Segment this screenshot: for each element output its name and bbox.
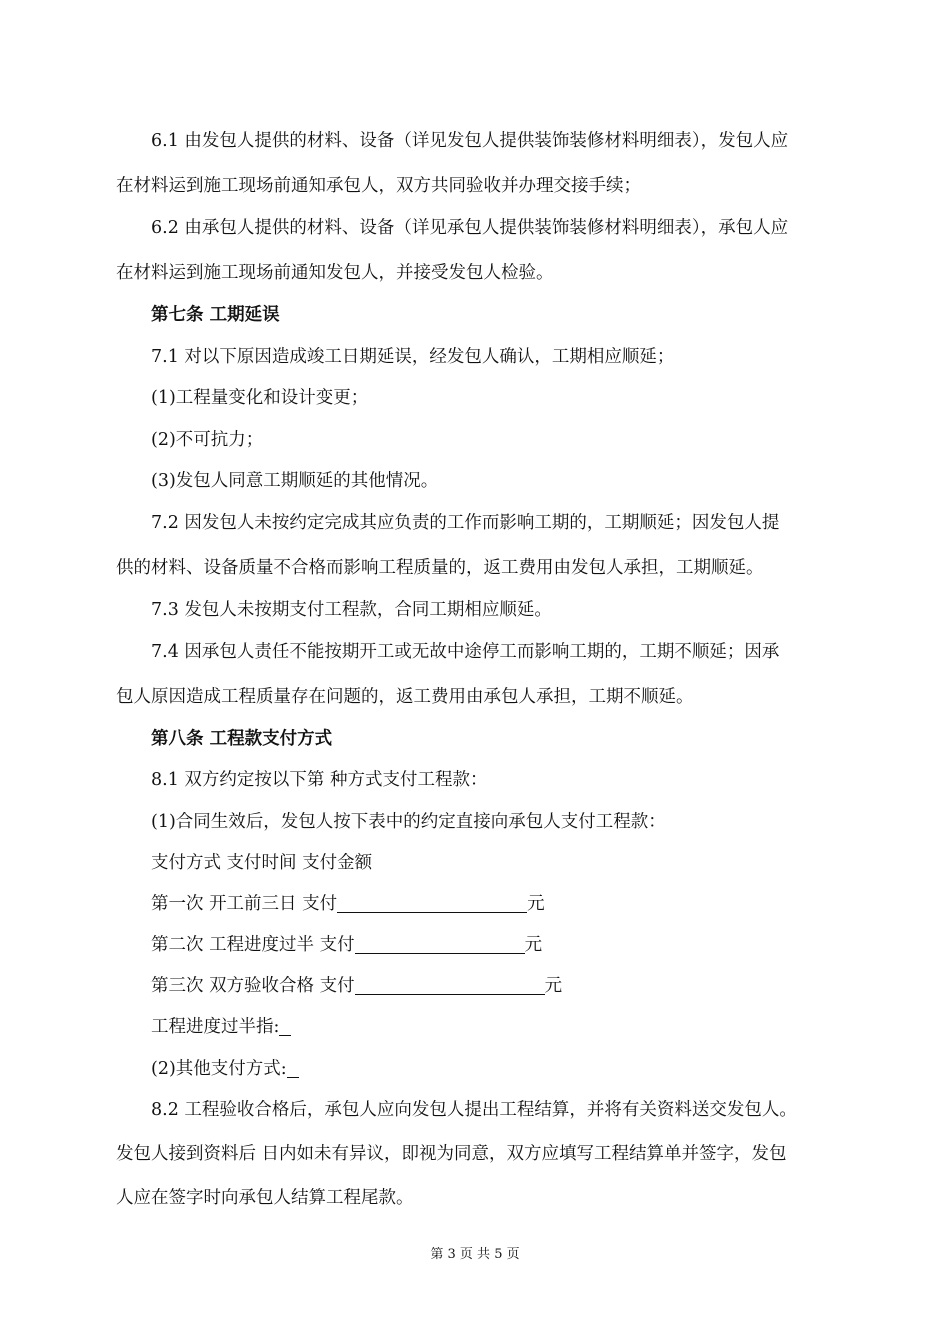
list-item-7-1-1: (1)工程量变化和设计变更； xyxy=(151,388,369,408)
payment-row-1 xyxy=(0,892,950,916)
payment-row-3-amount-blank xyxy=(355,976,545,995)
payment-row-2-amount-blank xyxy=(355,935,525,954)
para-6-2-line2: 在材料运到施工现场前通知发包人，并接受发包人检验。 xyxy=(116,263,554,283)
para-6-2-line1: 6.2 由承包人提供的材料、设备（详见承包人提供装饰装修材料明细表），承包人应 xyxy=(151,218,789,238)
other-payment-method xyxy=(0,1057,950,1081)
other-payment-method-label: (2)其他支付方式: xyxy=(151,1059,287,1079)
progress-definition xyxy=(0,1015,950,1039)
payment-row-1-unit: 元 xyxy=(527,894,545,914)
list-item-7-1-3: (3)发包人同意工期顺延的其他情况。 xyxy=(151,471,439,491)
para-7-3: 7.3 发包人未按期支付工程款，合同工期相应顺延。 xyxy=(151,600,552,620)
payment-row-2 xyxy=(0,933,950,957)
para-7-4-line1: 7.4 因承包人责任不能按期开工或无故中途停工而影响工期的，工期不顺延；因承 xyxy=(151,642,780,662)
para-7-4-line2: 包人原因造成工程质量存在问题的，返工费用由承包人承担，工期不顺延。 xyxy=(116,687,694,707)
para-8-1: 8.1 双方约定按以下第 种方式支付工程款： xyxy=(151,770,488,790)
para-8-2-line2: 发包人接到资料后 日内如未有异议，即视为同意，双方应填写工程结算单并签字，发包 xyxy=(116,1144,787,1164)
para-8-2-line3: 人应在签字时向承包人结算工程尾款。 xyxy=(116,1188,414,1208)
list-item-7-1-2: (2)不可抗力； xyxy=(151,430,264,450)
payment-row-1-amount-blank xyxy=(337,894,527,913)
heading-article-7: 第七条 工期延误 xyxy=(151,305,280,325)
progress-definition-blank xyxy=(279,1017,291,1036)
para-6-1-line2: 在材料运到施工现场前通知承包人，双方共同验收并办理交接手续； xyxy=(116,176,641,196)
payment-table-header: 支付方式 支付时间 支付金额 xyxy=(151,853,373,873)
para-6-1-line1: 6.1 由发包人提供的材料、设备（详见发包人提供装饰装修材料明细表），发包人应 xyxy=(151,131,789,151)
payment-row-3-unit: 元 xyxy=(544,976,563,996)
page-number-footer: 第 3 页 共 5 页 xyxy=(430,1247,520,1262)
para-7-2-line1: 7.2 因发包人未按约定完成其应负责的工作而影响工期的，工期顺延；因发包人提 xyxy=(151,513,780,533)
payment-row-2-label: 第二次 工程进度过半 支付 xyxy=(151,935,355,955)
payment-row-3-label: 第三次 双方验收合格 支付 xyxy=(151,976,355,996)
progress-definition-label: 工程进度过半指: xyxy=(151,1017,280,1037)
payment-row-2-unit: 元 xyxy=(524,935,543,955)
para-7-1: 7.1 对以下原因造成竣工日期延误，经发包人确认，工期相应顺延； xyxy=(151,347,675,367)
other-payment-method-blank xyxy=(287,1059,299,1078)
list-item-8-1-1: (1)合同生效后，发包人按下表中的约定直接向承包人支付工程款： xyxy=(151,812,666,832)
payment-row-1-label: 第一次 开工前三日 支付 xyxy=(151,894,338,914)
payment-row-3 xyxy=(0,974,950,998)
para-8-2-line1: 8.2 工程验收合格后，承包人应向发包人提出工程结算，并将有关资料送交发包人。 xyxy=(151,1100,797,1120)
heading-article-8: 第八条 工程款支付方式 xyxy=(151,729,333,749)
para-7-2-line2: 供的材料、设备质量不合格而影响工程质量的，返工费用由发包人承担，工期顺延。 xyxy=(116,558,764,578)
